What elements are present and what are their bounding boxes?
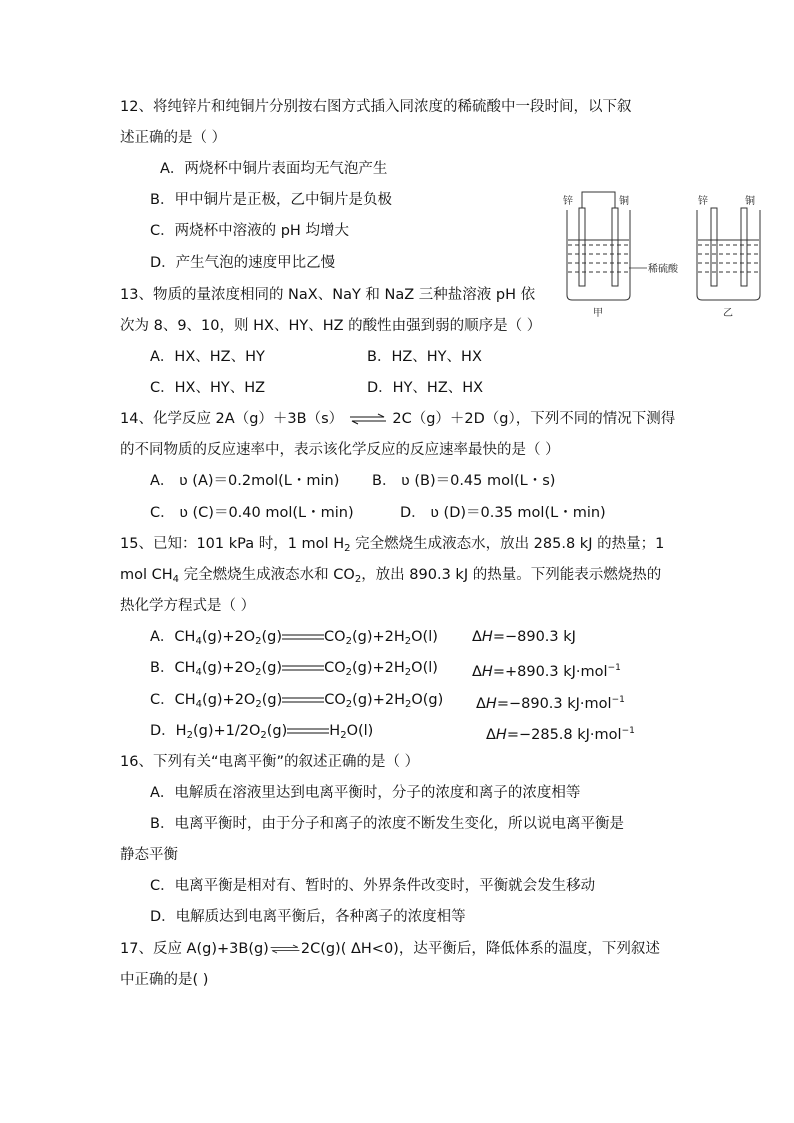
delta-symbol: Δ [486, 727, 496, 743]
superscript-neg1: −1 [621, 726, 635, 736]
q16-option-a: A．电解质在溶液里达到电离平衡时，分子的浓度和离子的浓度相等 [150, 785, 581, 801]
equals-arrow-icon [282, 632, 324, 642]
q16-option-d: D．电解质达到电离平衡后，各种离子的浓度相等 [150, 909, 466, 925]
q12-option-d: D．产生气泡的速度甲比乙慢 [150, 255, 336, 271]
q15-option-a-dh [472, 627, 576, 647]
q15-l1-b: 完全燃烧生成液态水，放出 285.8 kJ 的热量；1 [350, 536, 665, 552]
q14-option-d: D． ʋ (D)＝0.35 mol(L・min) [400, 505, 606, 521]
q13-stem-line2: 次为 8、9、10，则 HX、HY、HZ 的酸性由强到弱的顺序是（ ） [120, 318, 542, 334]
q15-option-a: A．$CH_4(g)+2O_2(g)$ $CO_2(g)+2H_2O(l)$ [150, 629, 438, 647]
q15-stem-line2 [120, 565, 661, 590]
q15-l1-sub: 2 [344, 543, 351, 554]
h-symbol: H [481, 664, 493, 680]
q15-stem-line1 [120, 534, 664, 559]
q13-option-b: B．HZ、HY、HX [367, 349, 482, 365]
q17-stem-line2: 中正确的是( ) [120, 972, 209, 988]
q14-option-a: A． ʋ (A)＝0.2mol(L・min) [150, 473, 340, 489]
q13-option-c: C．HX、HY、HZ [150, 380, 266, 396]
q14-stem-line1 [120, 409, 675, 429]
q17-stem-line1 [120, 939, 660, 959]
delta-symbol: Δ [472, 629, 482, 645]
equals-arrow-icon [287, 726, 329, 736]
q15-b-dh-value: =+890.3 kJ·mol [492, 664, 608, 680]
label-copper-1: 铜 [619, 196, 629, 207]
q13-option-d: D．HY、HZ、HX [367, 380, 484, 396]
label-copper-2: 铜 [745, 196, 755, 207]
q14-option-b: B． ʋ (B)＝0.45 mol(L・s) [372, 473, 556, 489]
q15-stem-line3: 热化学方程式是（ ） [120, 598, 256, 614]
superscript-neg1: −1 [607, 663, 621, 673]
q15-l2-a: mol CH [120, 567, 173, 583]
beaker-figure [555, 190, 770, 325]
q14-stem-line2: 的不同物质的反应速率中，表示该化学反应的反应速率最快的是（ ） [120, 442, 560, 458]
h-symbol: H [495, 727, 507, 743]
q12-option-a: A．两烧杯中铜片表面均无气泡产生 [160, 161, 388, 177]
q15-d-label: D． [150, 723, 176, 739]
q12-stem-line2: 述正确的是（ ） [120, 130, 227, 146]
q13-option-a: A．HX、HZ、HY [150, 349, 265, 365]
q15-a-label: A． [150, 629, 175, 645]
superscript-neg1: −1 [611, 695, 625, 705]
q16-option-b-line2: 静态平衡 [120, 847, 178, 863]
q15-option-d-dh [486, 721, 635, 745]
q14-option-c: C． ʋ (C)＝0.40 mol(L・min) [150, 505, 354, 521]
q17-stem-part2: 2C(g)( ΔH<0)，达平衡后，降低体系的温度，下列叙述 [300, 941, 660, 957]
q15-l2-sub: 4 [172, 574, 180, 585]
equals-arrow-icon [282, 695, 324, 705]
delta-symbol: Δ [476, 696, 486, 712]
q16-option-b-line1: B．电离平衡时，由于分子和离子的浓度不断发生变化，所以说电离平衡是 [150, 816, 624, 832]
h-symbol: H [485, 696, 497, 712]
label-zinc-1: 锌 [563, 196, 573, 207]
q15-l2-b: 完全燃烧生成液态水和 CO [179, 567, 355, 583]
q15-option-b-dh [472, 658, 621, 682]
q16-stem: 16、下列有关“电离平衡”的叙述正确的是（ ） [120, 754, 420, 770]
beaker-diagram [555, 190, 770, 325]
equals-arrow-icon [282, 663, 324, 673]
h-symbol: H [481, 629, 493, 645]
q15-option-d: D．$H_2(g)+1/2O_2(g)$ $H_2O(l)$ [150, 723, 374, 741]
q15-option-c: C．$CH_4(g)+2O_2(g)$ $CO_2(g)+2H_2O(g)$ [150, 692, 444, 710]
label-yi: 乙 [723, 308, 733, 319]
q15-l1-a: 15、已知：101 kPa 时，1 mol H [120, 536, 345, 552]
q15-option-b: B．$CH_4(g)+2O_2(g)$ $CO_2(g)+2H_2O(l)$ [150, 660, 438, 678]
q16-option-c: C．电离平衡是相对有、暂时的、外界条件改变时，平衡就会发生移动 [150, 878, 596, 894]
q15-a-dh-value: =−890.3 kJ [492, 629, 576, 645]
q15-option-c-dh [476, 690, 625, 714]
q15-b-label: B． [150, 660, 175, 676]
q12-stem-line1: 12、将纯锌片和纯铜片分别按右图方式插入同浓度的稀硫酸中一段时间，以下叙 [120, 99, 632, 115]
beaker-yi [697, 208, 760, 300]
q13-stem-line1: 13、物质的量浓度相同的 NaX、NaY 和 NaZ 三种盐溶液 pH 依 [120, 287, 536, 303]
label-zinc-2: 锌 [698, 196, 708, 207]
label-acid: 稀硫酸 [648, 264, 678, 275]
label-jia: 甲 [593, 308, 603, 319]
q14-stem-part1: 14、化学反应 2A（g）＋3B（s） [120, 411, 344, 427]
q14-stem-part2: 2C（g）＋2D（g），下列不同的情况下测得 [392, 411, 676, 427]
q15-l2-sub2: 2 [354, 574, 362, 585]
q15-c-dh-value: =−890.3 kJ·mol [496, 696, 612, 712]
q12-option-c: C．两烧杯中溶液的 pH 均增大 [150, 223, 349, 239]
delta-symbol: Δ [472, 664, 482, 680]
q15-l2-c: ，放出 890.3 kJ 的热量。下列能表示燃烧热的 [361, 567, 662, 583]
q15-d-dh-value: =−285.8 kJ·mol [506, 727, 622, 743]
reversible-arrow-icon [269, 943, 301, 955]
q15-c-label: C． [150, 692, 175, 708]
beaker-jia [567, 192, 630, 300]
q12-option-b: B．甲中铜片是正极，乙中铜片是负极 [150, 192, 392, 208]
q17-stem-part1: 17、反应 A(g)+3B(g) [120, 941, 269, 957]
reversible-arrow-icon [348, 413, 388, 425]
